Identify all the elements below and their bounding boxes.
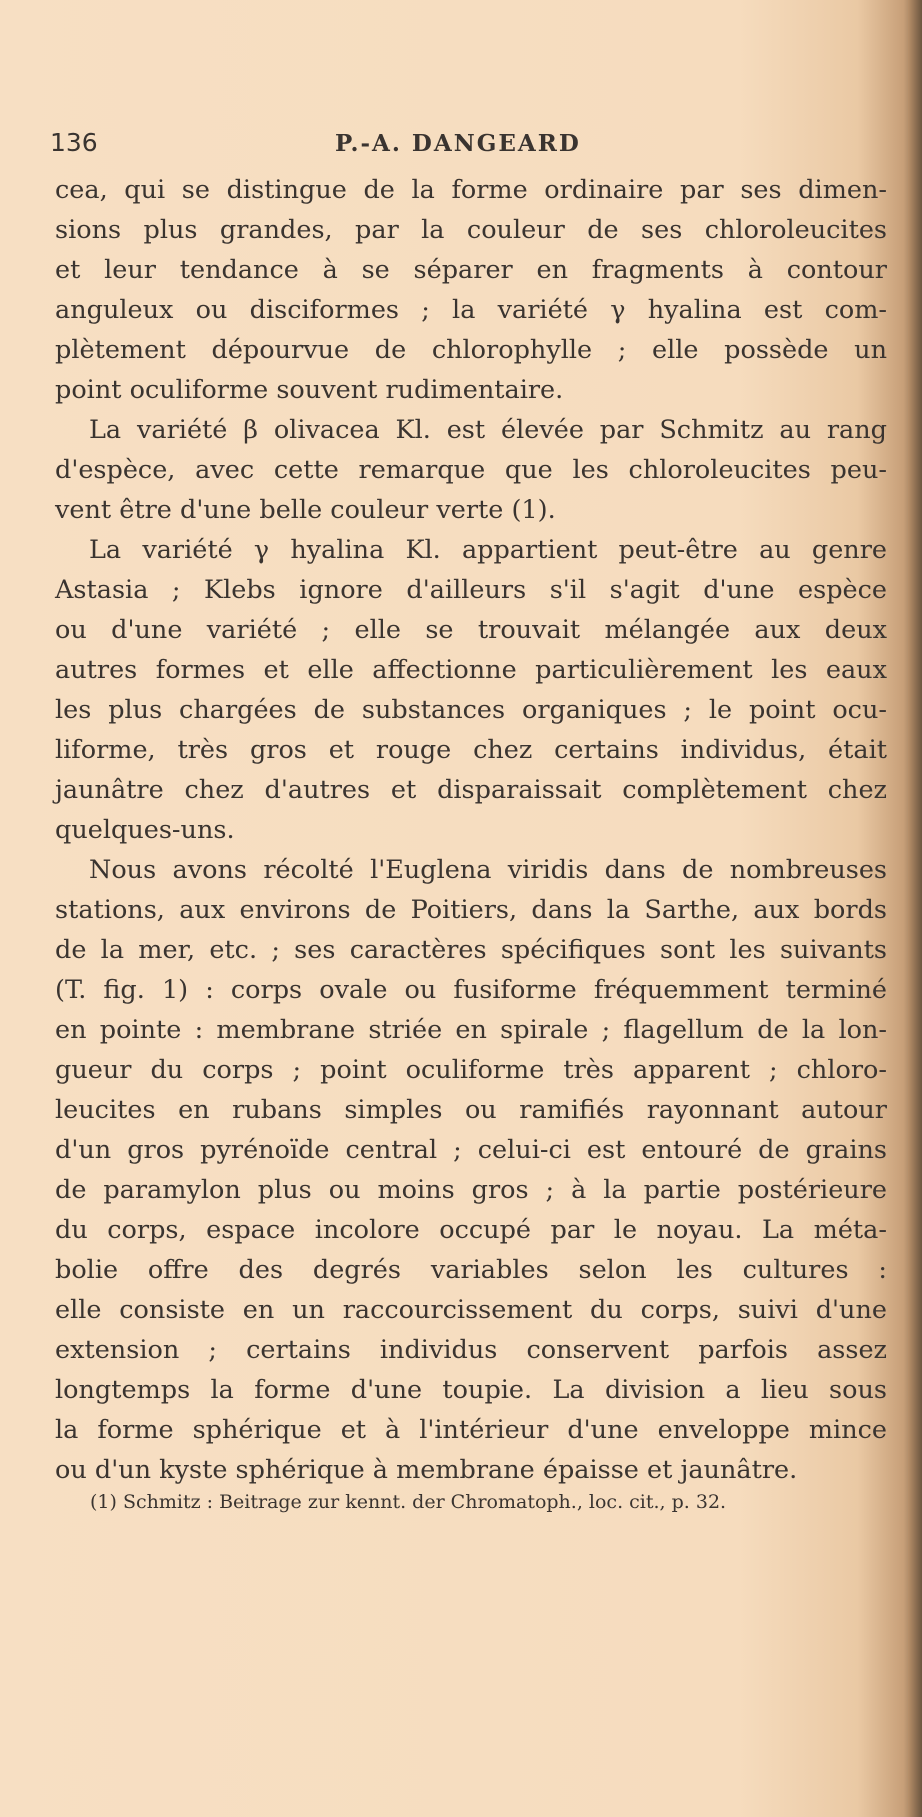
text-line: du corps, espace incolore occupé par le noyau. La méta- xyxy=(55,1215,887,1245)
running-head: P.-A. DANGEARD xyxy=(335,130,581,157)
text-line: Nous avons récolté l'Euglena viridis dans de nombreuses xyxy=(89,855,887,885)
text-line: Astasia ; Klebs ignore d'ailleurs s'il s'agit d'une espèce xyxy=(55,575,887,605)
text-line: de paramylon plus ou moins gros ; à la partie postérieure xyxy=(55,1175,887,1205)
text-line: jaunâtre chez d'autres et disparaissait complètement chez xyxy=(55,775,887,805)
text-line: extension ; certains individus conservent parfois assez xyxy=(55,1335,887,1365)
text-line: les plus chargées de substances organiques ; le point ocu- xyxy=(55,695,887,725)
text-line: gueur du corps ; point oculiforme très apparent ; chloro- xyxy=(55,1055,887,1085)
text-line: bolie offre des degrés variables selon les cultures : xyxy=(55,1255,887,1285)
text-line: elle consiste en un raccourcissement du corps, suivi d'une xyxy=(55,1295,887,1325)
text-line: liforme, très gros et rouge chez certains individus, était xyxy=(55,735,887,765)
text-line: cea, qui se distingue de la forme ordinaire par ses dimen- xyxy=(55,175,887,205)
text-line: quelques-uns. xyxy=(55,815,235,845)
text-line: point oculiforme souvent rudimentaire. xyxy=(55,375,564,405)
footnote: (1) Schmitz : Beitrage zur kennt. der Chromatoph., loc. cit., p. 32. xyxy=(90,1491,727,1513)
text-line: La variété γ hyalina Kl. appartient peut-être au genre xyxy=(89,535,887,565)
text-line: stations, aux environs de Poitiers, dans la Sarthe, aux bords xyxy=(55,895,887,925)
text-line: ou d'une variété ; elle se trouvait mélangée aux deux xyxy=(55,615,887,645)
body-text xyxy=(55,170,887,1490)
page-edge xyxy=(908,0,922,1817)
text-line: ou d'un kyste sphérique à membrane épaisse et jaunâtre. xyxy=(55,1455,798,1485)
page-number: 136 xyxy=(50,128,98,157)
text-line: anguleux ou disciformes ; la variété γ hyalina est com- xyxy=(55,295,887,325)
text-line: d'espèce, avec cette remarque que les chloroleucites peu- xyxy=(55,455,887,485)
text-line: vent être d'une belle couleur verte (1). xyxy=(55,495,556,525)
text-line: (T. fig. 1) : corps ovale ou fusiforme fréquemment terminé xyxy=(55,975,887,1005)
text-line: de la mer, etc. ; ses caractères spécifiques sont les suivants xyxy=(55,935,887,965)
text-line: leucites en rubans simples ou ramifiés rayonnant autour xyxy=(55,1095,887,1125)
text-line: d'un gros pyrénoïde central ; celui-ci est entouré de grains xyxy=(55,1135,887,1165)
page-header xyxy=(50,128,890,168)
text-line: et leur tendance à se séparer en fragments à contour xyxy=(55,255,887,285)
text-line: autres formes et elle affectionne particulièrement les eaux xyxy=(55,655,887,685)
text-line: en pointe : membrane striée en spirale ; flagellum de la lon- xyxy=(55,1015,887,1045)
text-line: la forme sphérique et à l'intérieur d'une enveloppe mince xyxy=(55,1415,887,1445)
text-line: plètement dépourvue de chlorophylle ; elle possède un xyxy=(55,335,887,365)
text-line: La variété β olivacea Kl. est élevée par Schmitz au rang xyxy=(89,415,887,445)
text-line: longtemps la forme d'une toupie. La division a lieu sous xyxy=(55,1375,887,1405)
text-line: sions plus grandes, par la couleur de ses chloroleucites xyxy=(55,215,887,245)
